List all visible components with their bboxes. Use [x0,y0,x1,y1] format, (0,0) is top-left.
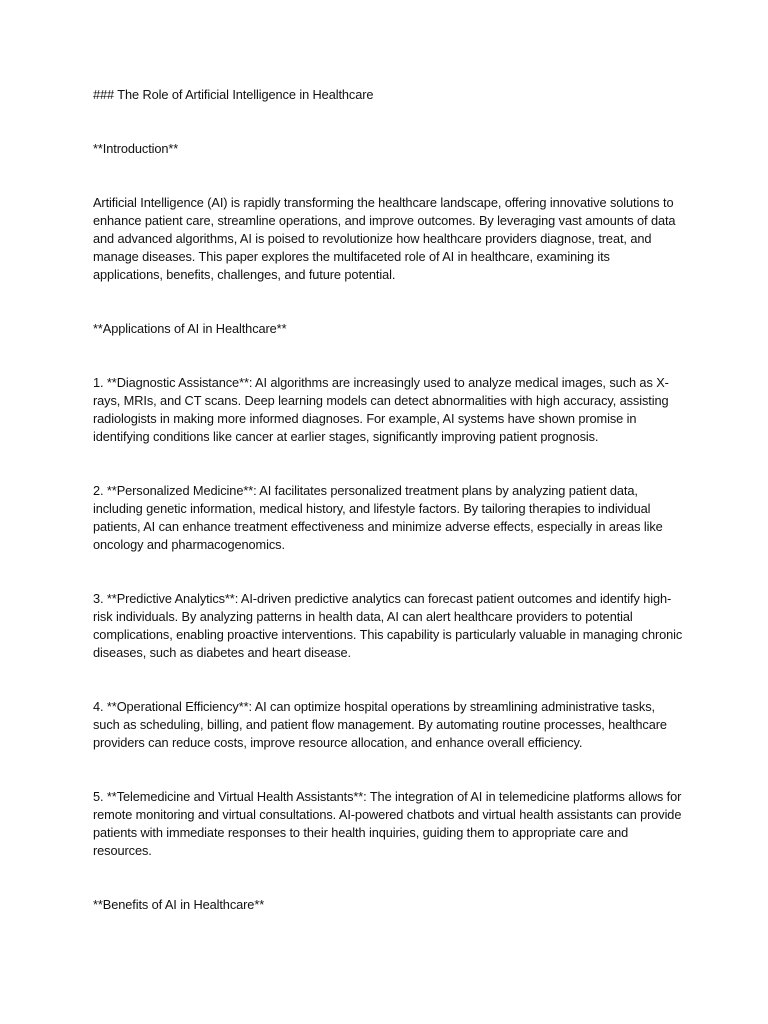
document-page [93,86,686,914]
list-item-telemedicine: 5. **Telemedicine and Virtual Health Assistants**: The integration of AI in telemedicine platforms allows for remote monitoring and virtual consultations. AI-powered chatbots and virtual health assistants can provide patients with immediate responses to their health inquiries, guiding them to appropriate care and resources. [93,789,685,858]
list-item-predictive-analytics: 3. **Predictive Analytics**: AI-driven predictive analytics can forecast patient outcomes and identify high-risk individuals. By analyzing patterns in health data, AI can alert healthcare providers to potential complications, enabling proactive interventions. This capability is particularly valuable in managing chronic diseases, such as diabetes and heart disease. [93,591,686,660]
introduction-paragraph: Artificial Intelligence (AI) is rapidly transforming the healthcare landscape, offering innovative solutions to enhance patient care, streamline operations, and improve outcomes. By leveraging vast amounts of data and advanced algorithms, AI is poised to revolutionize how healthcare providers diagnose, treat, and manage diseases. This paper explores the multifaceted role of AI in healthcare, examining its applications, benefits, challenges, and future potential. [93,195,679,282]
list-item-personalized-medicine: 2. **Personalized Medicine**: AI facilitates personalized treatment plans by analyzing patient data, including genetic information, medical history, and lifestyle factors. By tailoring therapies to individual patients, AI can enhance treatment effectiveness and minimize adverse effects, especially in areas like oncology and pharmacogenomics. [93,483,667,552]
list-item-operational-efficiency: 4. **Operational Efficiency**: AI can optimize hospital operations by streamlining administrative tasks, such as scheduling, billing, and patient flow management. By automating routine processes, healthcare providers can reduce costs, improve resource allocation, and enhance overall efficiency. [93,699,671,750]
introduction-heading: **Introduction** [93,141,179,156]
benefits-heading: **Benefits of AI in Healthcare** [93,897,265,912]
applications-heading: **Applications of AI in Healthcare** [93,321,287,336]
list-item-diagnostic-assistance: 1. **Diagnostic Assistance**: AI algorithms are increasingly used to analyze medical images, such as X-rays, MRIs, and CT scans. Deep learning models can detect abnormalities with high accuracy, assisting radiologists in making more informed diagnoses. For example, AI systems have shown promise in identifying conditions like cancer at earlier stages, significantly improving patient prognosis. [93,375,672,444]
document-title: ### The Role of Artificial Intelligence in Healthcare [93,87,374,102]
